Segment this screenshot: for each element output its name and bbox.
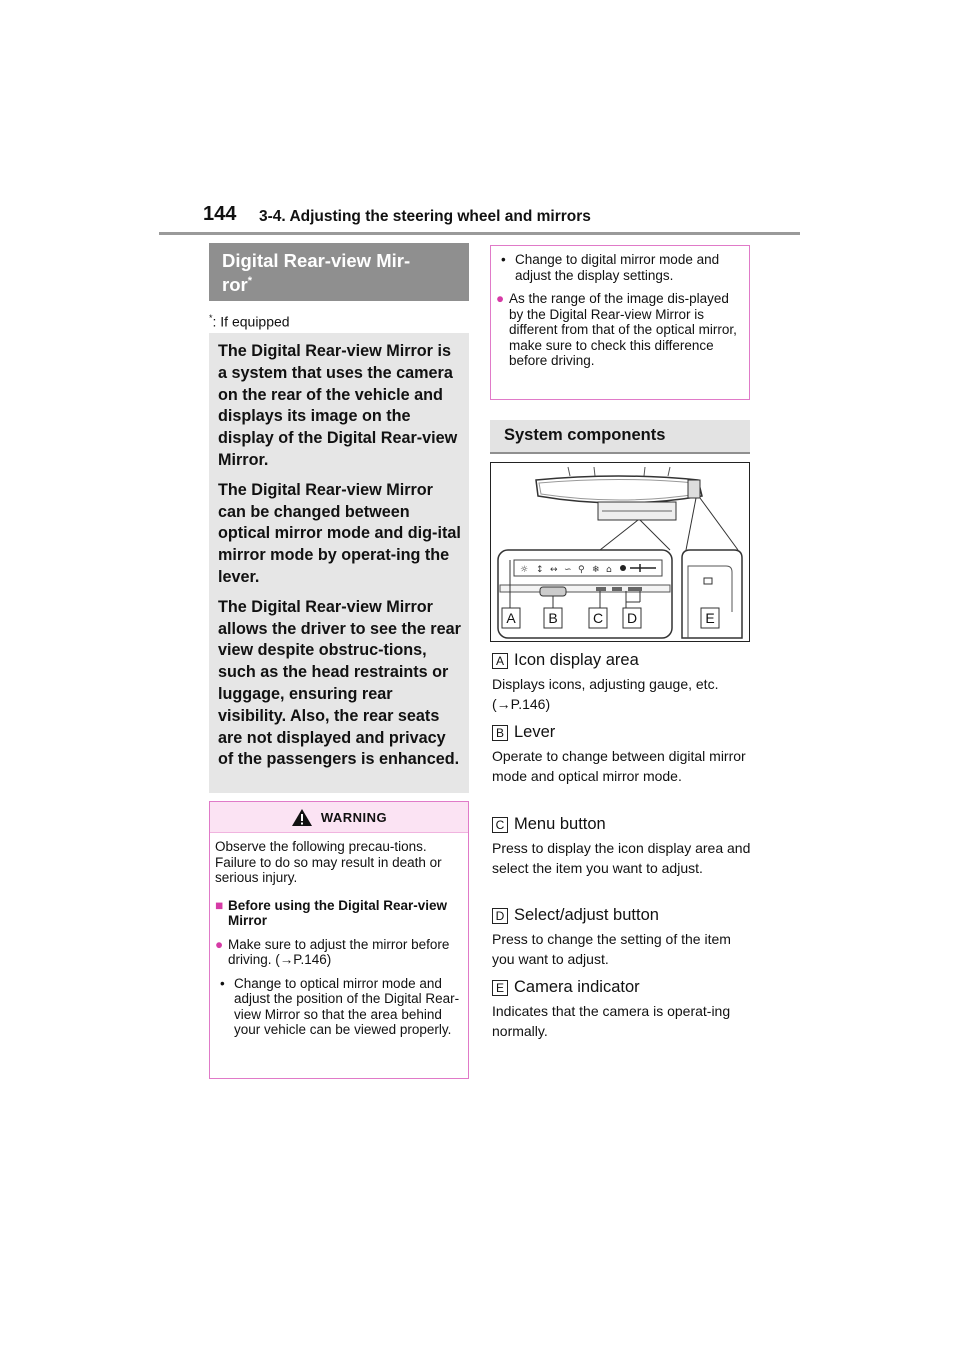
notice-dash-text: Change to digital mirror mode and adjust the display settings. xyxy=(515,252,720,283)
circle-bullet-icon: ● xyxy=(496,291,505,306)
warning-box xyxy=(209,801,469,1079)
component-item-b xyxy=(492,723,752,786)
footnote-text: : If equipped xyxy=(212,313,290,330)
warning-bullet-text: Make sure to adjust the mirror before driving. (→P.146) xyxy=(228,936,450,967)
component-item-e xyxy=(492,978,752,1041)
label-badge: A xyxy=(492,653,508,669)
dot-bullet-icon: • xyxy=(220,975,225,991)
svg-text:↔: ↔ xyxy=(550,565,558,575)
component-item-a xyxy=(492,651,752,714)
dot-bullet-icon: • xyxy=(501,252,506,267)
svg-text:∽: ∽ xyxy=(564,565,572,575)
square-bullet-icon: ■ xyxy=(215,897,224,913)
component-desc: Displays icons, adjusting gauge, etc. (→P.146) xyxy=(492,676,719,712)
svg-text:⚲: ⚲ xyxy=(578,565,585,575)
component-item-d xyxy=(492,906,752,969)
warning-subheading xyxy=(215,898,462,929)
diagram-label-e: E xyxy=(705,610,715,626)
page-number: 144 xyxy=(203,203,237,225)
svg-text:↕: ↕ xyxy=(536,565,544,575)
component-desc: Press to display the icon display area and select the item you want to adjust. xyxy=(492,840,751,876)
diagram-label-c: C xyxy=(592,610,604,626)
intro-paragraph-3: The Digital Rear-view Mirror allows the driver to see the rear view despite obstruc-tions, such as the head restraints or luggage, ensuring rear visibility. Also, the rear seats are not displayed and privacy of the passengers is enhanced. xyxy=(218,597,461,769)
component-desc: Indicates that the camera is operat-ing normally. xyxy=(492,1003,731,1039)
diagram-label-b: B xyxy=(548,610,558,626)
warning-header xyxy=(210,802,468,833)
warning-continued-box xyxy=(490,245,750,400)
diagram-label-a: A xyxy=(506,610,516,626)
warning-subheading-text: Before using the Digital Rear-view Mirror xyxy=(228,897,448,928)
notice-dash-item xyxy=(496,252,743,283)
warning-bullet xyxy=(215,937,462,968)
component-name: Lever xyxy=(514,723,556,741)
section-title: 3-4. Adjusting the steering wheel and mirrors xyxy=(259,208,591,225)
component-desc: Operate to change between digital mirror mode and optical mirror mode. xyxy=(492,748,746,784)
notice-bullet xyxy=(496,291,743,369)
warning-label: WARNING xyxy=(320,809,388,825)
component-name: Select/adjust button xyxy=(514,906,659,924)
svg-text:⌂: ⌂ xyxy=(606,565,612,575)
warning-intro-2: Failure to do so may result in death or serious injury. xyxy=(215,854,442,885)
footnote-marker: * xyxy=(209,313,213,323)
footnote xyxy=(209,313,290,330)
page-title-text: Digital Rear-view Mir- ror xyxy=(222,250,411,296)
label-badge: C xyxy=(492,817,508,833)
label-badge: B xyxy=(492,725,508,741)
components-heading: System components xyxy=(490,420,750,454)
warning-dash-item xyxy=(215,976,462,1038)
warning-triangle-icon xyxy=(291,808,313,827)
svg-text:❄: ❄ xyxy=(592,565,600,575)
intro-paragraph-1: The Digital Rear-view Mirror is a system that uses the camera on the rear of the vehicle and displays its image on the display of the Digital Rear-view Mirror. xyxy=(218,342,458,469)
title-asterisk: * xyxy=(247,275,252,287)
component-name: Icon display area xyxy=(514,651,639,669)
component-desc: Press to change the setting of the item you want to adjust. xyxy=(492,931,731,967)
label-badge: D xyxy=(492,908,508,924)
header-rule xyxy=(159,232,800,235)
warning-dash-text: Change to optical mirror mode and adjust the position of the Digital Rear-view Mirror so that the area behind your vehicle can be viewed properly. xyxy=(234,975,460,1037)
component-name: Camera indicator xyxy=(514,978,640,996)
notice-bullet-text: As the range of the image dis-played by the Digital Rear-view Mirror is different from that of the optical mirror, make sure to check this difference before driving. xyxy=(509,291,737,368)
diagram-label-d: D xyxy=(626,610,638,626)
page-title xyxy=(209,243,469,301)
intro-box xyxy=(209,333,469,793)
label-badge: E xyxy=(492,980,508,996)
circle-bullet-icon: ● xyxy=(215,936,224,952)
svg-text:☼: ☼ xyxy=(520,565,529,575)
warning-intro-1: Observe the following precau-tions. xyxy=(215,839,427,854)
component-name: Menu button xyxy=(514,815,606,833)
mirror-diagram xyxy=(490,462,750,642)
intro-paragraph-2: The Digital Rear-view Mirror can be changed between optical mirror mode and dig-ital mirror mode by operat-ing the lever. xyxy=(218,480,461,586)
component-item-c xyxy=(492,815,752,878)
